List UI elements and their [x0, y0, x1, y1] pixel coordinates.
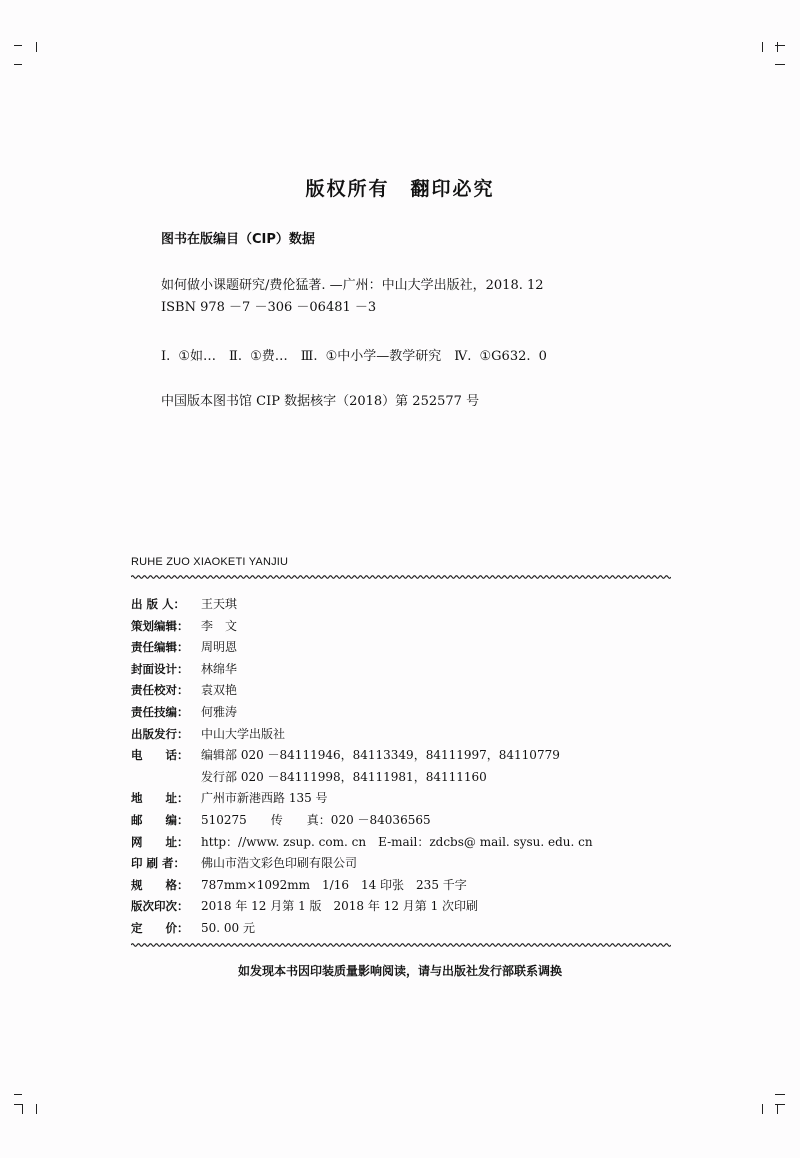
publishing-info: [131, 594, 593, 940]
info-row-address: [131, 788, 593, 810]
info-label: 责任编辑：: [131, 640, 189, 655]
info-value: 周明恩: [201, 640, 238, 655]
info-row-format: [131, 875, 593, 897]
cip-heading: 图书在版编目（CIP）数据: [161, 232, 315, 247]
info-row-printer: [131, 853, 593, 875]
info-value: 佛山市浩文彩色印刷有限公司: [201, 856, 358, 871]
info-label: 电 话：: [131, 748, 189, 763]
info-label: 责任校对：: [131, 683, 189, 698]
info-label: 出版发行：: [131, 726, 189, 741]
info-row-phone: [131, 745, 593, 767]
info-value: 787mm×1092mm 1/16 14 印张 235 千字: [201, 877, 467, 892]
info-label: 印 刷 者：: [131, 856, 186, 871]
info-label: 封面设计：: [131, 661, 189, 676]
copyright-title: 版权所有 翻印必究: [305, 178, 495, 200]
info-label: 网 址：: [131, 834, 189, 849]
info-value: 中山大学出版社: [201, 726, 286, 741]
info-label: [131, 767, 201, 789]
info-row-distributor: [131, 724, 593, 746]
info-row-tech-editor: [131, 702, 593, 724]
info-value: 50. 00 元: [201, 920, 255, 935]
info-label: 版次印次：: [131, 899, 189, 914]
info-row-publisher: [131, 594, 593, 616]
info-value: 2018 年 12 月第 1 版 2018 年 12 月第 1 次印刷: [201, 899, 479, 914]
info-label: 定 价：: [131, 920, 189, 935]
info-label: 责任技编：: [131, 704, 189, 719]
info-row-website: [131, 832, 593, 854]
info-label: 规 格：: [131, 877, 189, 892]
quality-notice: 如发现本书因印装质量影响阅读，请与出版社发行部联系调换: [237, 964, 562, 978]
info-label: 邮 编：: [131, 812, 189, 827]
info-value: 王天琪: [201, 597, 238, 611]
info-value: 袁双艳: [201, 683, 238, 698]
info-value: 李 文: [201, 618, 238, 633]
classification-line: Ⅰ. ①如… Ⅱ. ①费… Ⅲ. ①中小学—教学研究 Ⅳ. ①G632. 0: [161, 349, 547, 364]
info-row-phone-distribution: [131, 767, 593, 789]
info-row-edition: [131, 896, 593, 918]
info-value: http：//www. zsup. com. cn E-mail：zdcbs@ mail. sysu. edu. cn: [201, 834, 593, 849]
isbn-line: ISBN 978 －7 －306 －06481 －3: [161, 300, 377, 315]
info-label: 出 版 人：: [131, 597, 186, 611]
info-value: 编辑部 020 －84111946，84113349，84111997，84110779: [201, 748, 560, 763]
info-value: 何雅涛: [201, 704, 238, 719]
info-row-editor: [131, 637, 593, 659]
info-label: 策划编辑：: [131, 618, 189, 633]
info-row-cover-design: [131, 659, 593, 681]
wavy-rule-top: [131, 574, 671, 580]
info-value: 发行部 020 －84111998，84111981，84111160: [201, 769, 487, 784]
info-value: 510275 传 真：020 －84036565: [201, 812, 431, 827]
wavy-rule-bottom: [131, 942, 671, 948]
info-label: 地 址：: [131, 791, 189, 806]
series-pinyin: RUHE ZUO XIAOKETI YANJIU: [131, 556, 289, 568]
cip-number-line: 中国版本图书馆 CIP 数据核字（2018）第 252577 号: [161, 394, 480, 409]
info-row-planning-editor: [131, 616, 593, 638]
info-row-price: [131, 918, 593, 940]
info-value: 林绵华: [201, 661, 238, 676]
cip-bibliographic-line: 如何做小课题研究/费伦猛著. —广州：中山大学出版社，2018. 12: [161, 278, 544, 293]
info-value: 广州市新港西路 135 号: [201, 791, 328, 806]
info-row-postcode-fax: [131, 810, 593, 832]
info-row-proofreader: [131, 680, 593, 702]
